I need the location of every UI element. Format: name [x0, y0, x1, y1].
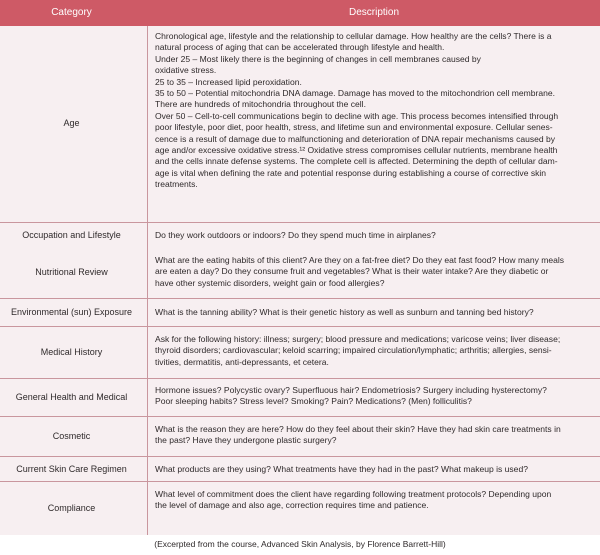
description-line: What level of commitment does the client have regarding following treatment protocols? Depending upon	[155, 489, 552, 499]
row-category: Medical History	[40, 347, 103, 358]
description-line: Poor sleeping habits? Stress level? Smoking? Pain? Medications? (Men) folliculitis?	[155, 396, 472, 407]
row-description	[155, 489, 597, 512]
table-row-age	[0, 26, 600, 222]
description-line: tivities, dermatitis, anti-depressants, et cetera.	[155, 356, 329, 367]
table-row-general-health	[0, 378, 600, 417]
description-line: poor lifestyle, poor diet, poor health, stress, and lifetime sun and environmental exposure. Cellular senes-	[155, 122, 553, 133]
description-line: 35 to 50 – Potential mitochondria DNA damage. Damage has moved to the mitochondrion cell membrane.	[155, 88, 556, 99]
row-description	[155, 464, 597, 475]
row-description	[155, 255, 597, 289]
table-row-environmental	[0, 298, 600, 327]
table-row-skin-care-regimen	[0, 456, 600, 482]
row-category: Environmental (sun) Exposure	[10, 307, 133, 318]
table-row-medical-history	[0, 326, 600, 379]
table-row-nutritional	[0, 248, 600, 298]
description-line: age and/or excessive oxidative stress.¹² Oxidative stress compromises cellular nutrients, membrane health	[155, 145, 558, 156]
row-category: General Health and Medical	[15, 392, 128, 403]
table-header	[0, 0, 600, 26]
description-line: and the cells innate defense systems. The complete cell is affected. Determining the depth of cellular dam-	[155, 156, 558, 167]
description-line: Hormone issues? Polycystic ovary? Superfluous hair? Endometriosis? Surgery including hysterectomy?	[155, 385, 547, 395]
description-line: treatments.	[155, 179, 198, 190]
row-description	[155, 230, 597, 241]
description-line: cence is a result of damage due to malfunctioning and deterioration of DNA repair mechanisms caused by	[155, 133, 556, 144]
row-description	[155, 31, 597, 191]
table-row-compliance	[0, 481, 600, 536]
description-line: Do they work outdoors or indoors? Do they spend much time in airplanes?	[155, 230, 436, 240]
header-category: Category	[51, 7, 92, 18]
description-line: What are the eating habits of this client? Are they on a fat-free diet? Do they eat fast food? How many meals	[155, 255, 565, 265]
table-row-cosmetic	[0, 416, 600, 457]
description-line: There are hundreds of mitochondria throughout the cell.	[155, 99, 366, 110]
row-category: Cosmetic	[52, 431, 91, 442]
description-line: 25 to 35 – Increased lipid peroxidation.	[155, 76, 302, 87]
description-line: have other systemic disorders, weight gain or food allergies?	[155, 277, 385, 288]
table-row-occupation	[0, 222, 600, 248]
row-category: Current Skin Care Regimen	[16, 463, 127, 474]
source-caption: (Excerpted from the course, Advanced Skin Analysis, by Florence Barrett-Hill)	[154, 539, 446, 549]
description-line: Over 50 – Cell-to-cell communications begin to decline with age. This process becomes intensified through	[155, 110, 559, 121]
description-line: What is the tanning ability? What is their genetic history as well as sunburn and tanning bed history?	[155, 307, 534, 317]
description-line: natural process of aging that can be accelerated through lifestyle and health.	[155, 42, 445, 53]
description-line: the past? Have they undergone plastic surgery?	[155, 435, 337, 446]
row-description	[155, 385, 597, 408]
description-line: are eaten a day? Do they consume fruit and vegetables? What is their water intake? Are they diabetic or	[155, 266, 549, 277]
description-line: What is the reason they are here? How do they feel about their skin? Have they had skin care treatments in	[155, 424, 561, 434]
description-line: What products are they using? What treatments have they had in the past? What makeup is used?	[155, 464, 528, 474]
description-line: Ask for the following history: illness; surgery; blood pressure and medications; varicose veins; liver disease;	[155, 334, 561, 344]
row-description	[155, 334, 597, 368]
description-line: the level of damage and also age, correction requires time and patience.	[155, 500, 429, 511]
header-description: Description	[348, 7, 400, 18]
description-line: age is vital when defining the rate and potential response during establishing a course of corrective skin	[155, 167, 547, 178]
description-line: thyroid disorders; cardiovascular; keloid scarring; impaired circulation/lymphatic; arthritis; allergies, sensi-	[155, 345, 552, 356]
row-category: Age	[63, 118, 80, 129]
row-category: Occupation and Lifestyle	[22, 229, 121, 240]
row-category: Compliance	[47, 503, 96, 514]
description-line: Under 25 – Most likely there is the beginning of changes in cell membranes caused by	[155, 53, 481, 64]
row-description	[155, 307, 597, 318]
description-line: oxidative stress.	[155, 65, 217, 76]
description-line: Chronological age, lifestyle and the relationship to cellular damage. How healthy are the cells? There is a	[155, 31, 552, 41]
row-description	[155, 424, 597, 447]
row-category: Nutritional Review	[35, 267, 108, 278]
